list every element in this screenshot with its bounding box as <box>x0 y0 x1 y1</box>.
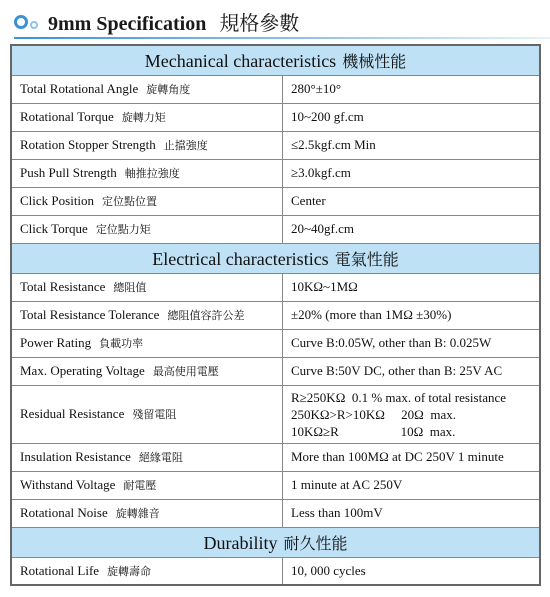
table-row: Click Torque 定位點力矩 20~40gf.cm <box>11 215 540 243</box>
specification-table <box>10 44 541 586</box>
table-row: Total Rotational Angle 旋轉角度 280°±10° <box>11 75 540 103</box>
table-row: Total Resistance Tolerance 總阻值容許公差 ±20% (more than 1MΩ ±30%) <box>11 301 540 329</box>
table-row: Rotational Life 旋轉壽命 10, 000 cycles <box>11 557 540 585</box>
residual-resistance-values: R≥250KΩ 0.1 % max. of total resistance 250KΩ>R>10KΩ 20Ω max. 10KΩ≥R 10Ω max. <box>283 385 541 443</box>
bullet-circles-icon <box>14 12 44 32</box>
table-row: Residual Resistance 殘留電阻 R≥250KΩ 0.1 % max. of total resistance 250KΩ>R>10KΩ 20Ω max. 10KΩ≥R 10Ω max. <box>11 385 540 443</box>
table-row: Withstand Voltage 耐電壓 1 minute at AC 250V <box>11 471 540 499</box>
page-header <box>14 4 550 38</box>
table-row: Rotation Stopper Strength 止擋強度 ≤2.5kgf.cm Min <box>11 131 540 159</box>
table-row: Total Resistance 總阻值 10KΩ~1MΩ <box>11 273 540 301</box>
section-header-durability: Durability 耐久性能 <box>11 527 540 557</box>
section-header-electrical: Electrical characteristics 電氣性能 <box>11 243 540 273</box>
table-row: Rotational Torque 旋轉力矩 10~200 gf.cm <box>11 103 540 131</box>
table-row: Max. Operating Voltage 最高使用電壓 Curve B:50V DC, other than B: 25V AC <box>11 357 540 385</box>
table-row: Power Rating 負載功率 Curve B:0.05W, other than B: 0.025W <box>11 329 540 357</box>
section-header-mechanical: Mechanical characteristics 機械性能 <box>11 45 540 75</box>
table-row: Push Pull Strength 軸推拉強度 ≥3.0kgf.cm <box>11 159 540 187</box>
table-row: Rotational Noise 旋轉雜音 Less than 100mV <box>11 499 540 527</box>
table-row: Insulation Resistance 絕緣電阻 More than 100MΩ at DC 250V 1 minute <box>11 443 540 471</box>
title-underline <box>14 37 550 39</box>
table-row: Click Position 定位點位置 Center <box>11 187 540 215</box>
page-title: 9mm Specification 規格參數 <box>48 13 300 35</box>
